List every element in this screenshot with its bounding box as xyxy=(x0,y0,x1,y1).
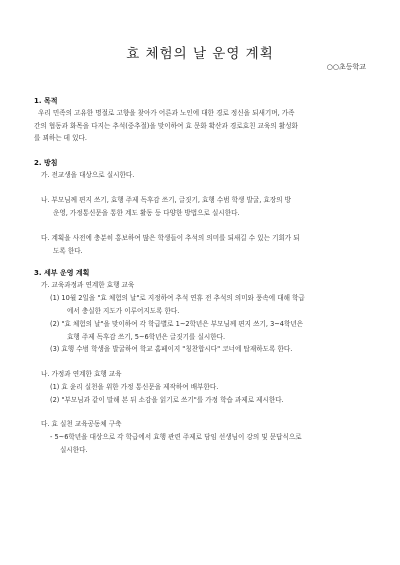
plan-item: (1) 효 윤리 실천을 위한 가정 통신문을 제작하여 배부한다. xyxy=(50,383,219,391)
body-line: 운영, 가정통신문을 통한 계도 활동 등 다양한 방법으로 실시한다. xyxy=(53,208,240,217)
subsection-heading: 다. 효 실천 교육공동체 구축 xyxy=(41,420,122,428)
section-heading-detailed-plan: 3. 세부 운영 계획 xyxy=(34,269,90,277)
body-line: 다. 계획을 사전에 충분히 홍보하여 많은 학생들이 추석의 의미를 되새길 수 있는 기회가 되 xyxy=(41,234,300,242)
school-name: ○○초등학교 xyxy=(326,63,366,71)
body-line: 를 꾀하는 데 있다. xyxy=(34,134,87,143)
body-line: 도록 한다. xyxy=(53,246,83,255)
plan-item xyxy=(50,431,302,456)
policy-item xyxy=(41,194,291,219)
plan-item: (2) "부모님과 같이 말해 본 뒤 소감을 읽기로 쓰기"를 가정 학습 과제로 제시한다. xyxy=(50,396,284,404)
subsection-heading: 나. 가정과 연계한 효행 교육 xyxy=(41,370,122,378)
policy-item: 가. 전교생을 대상으로 실시한다. xyxy=(41,171,135,179)
plan-item xyxy=(50,292,305,317)
subsection-heading: 가. 교육과정과 연계한 효행 교육 xyxy=(41,281,135,289)
body-line: (2) "효 체험의 날"을 맞이하여 각 학급별로 1~2학년은 부모님께 편지 쓰기, 3~4학년은 xyxy=(50,320,304,328)
document-title: 효 체험의 날 운영 계획 xyxy=(126,46,274,62)
policy-item xyxy=(41,232,300,257)
body-line: 에서 충실한 지도가 이루어지도록 한다. xyxy=(67,306,180,315)
body-line: 우리 민족의 고유한 명절로 고향을 찾아가 어른과 노인에 대한 경로 정신을 되새기며, 가족 xyxy=(38,109,295,117)
plan-item: (3) 효행 수범 학생을 발굴하여 학교 홈페이지 "칭찬합시다" 코너에 탑재하도록 한다. xyxy=(50,345,293,353)
section-purpose-body xyxy=(34,107,298,145)
body-line: - 5~6학년을 대상으로 각 학급에서 효행 관련 주제로 담임 선생님이 강의 및 문답식으로 xyxy=(50,433,302,441)
section-heading-purpose: 1. 목적 xyxy=(34,97,58,105)
body-line: 간의 협동과 화목을 다지는 추석(중추절)을 맞이하여 효 문화 확산과 경로효친 교육의 활성화 xyxy=(34,121,298,130)
body-line: 실시한다. xyxy=(60,445,88,454)
body-line: (1) 10월 2일을 "효 체험의 날"로 지정하여 추석 연휴 전 추석의 의미와 풍속에 대해 학급 xyxy=(50,294,305,302)
section-heading-policy: 2. 방침 xyxy=(34,159,58,167)
body-line: 나. 부모님께 편지 쓰기, 효행 주제 독후감 쓰기, 글짓기, 효행 수범 학생 발굴, 효장의 방 xyxy=(41,196,292,204)
body-line: 효행 주제 독후감 쓰기, 5~6학년은 글짓기를 실시한다. xyxy=(67,332,226,341)
plan-item xyxy=(50,318,303,343)
